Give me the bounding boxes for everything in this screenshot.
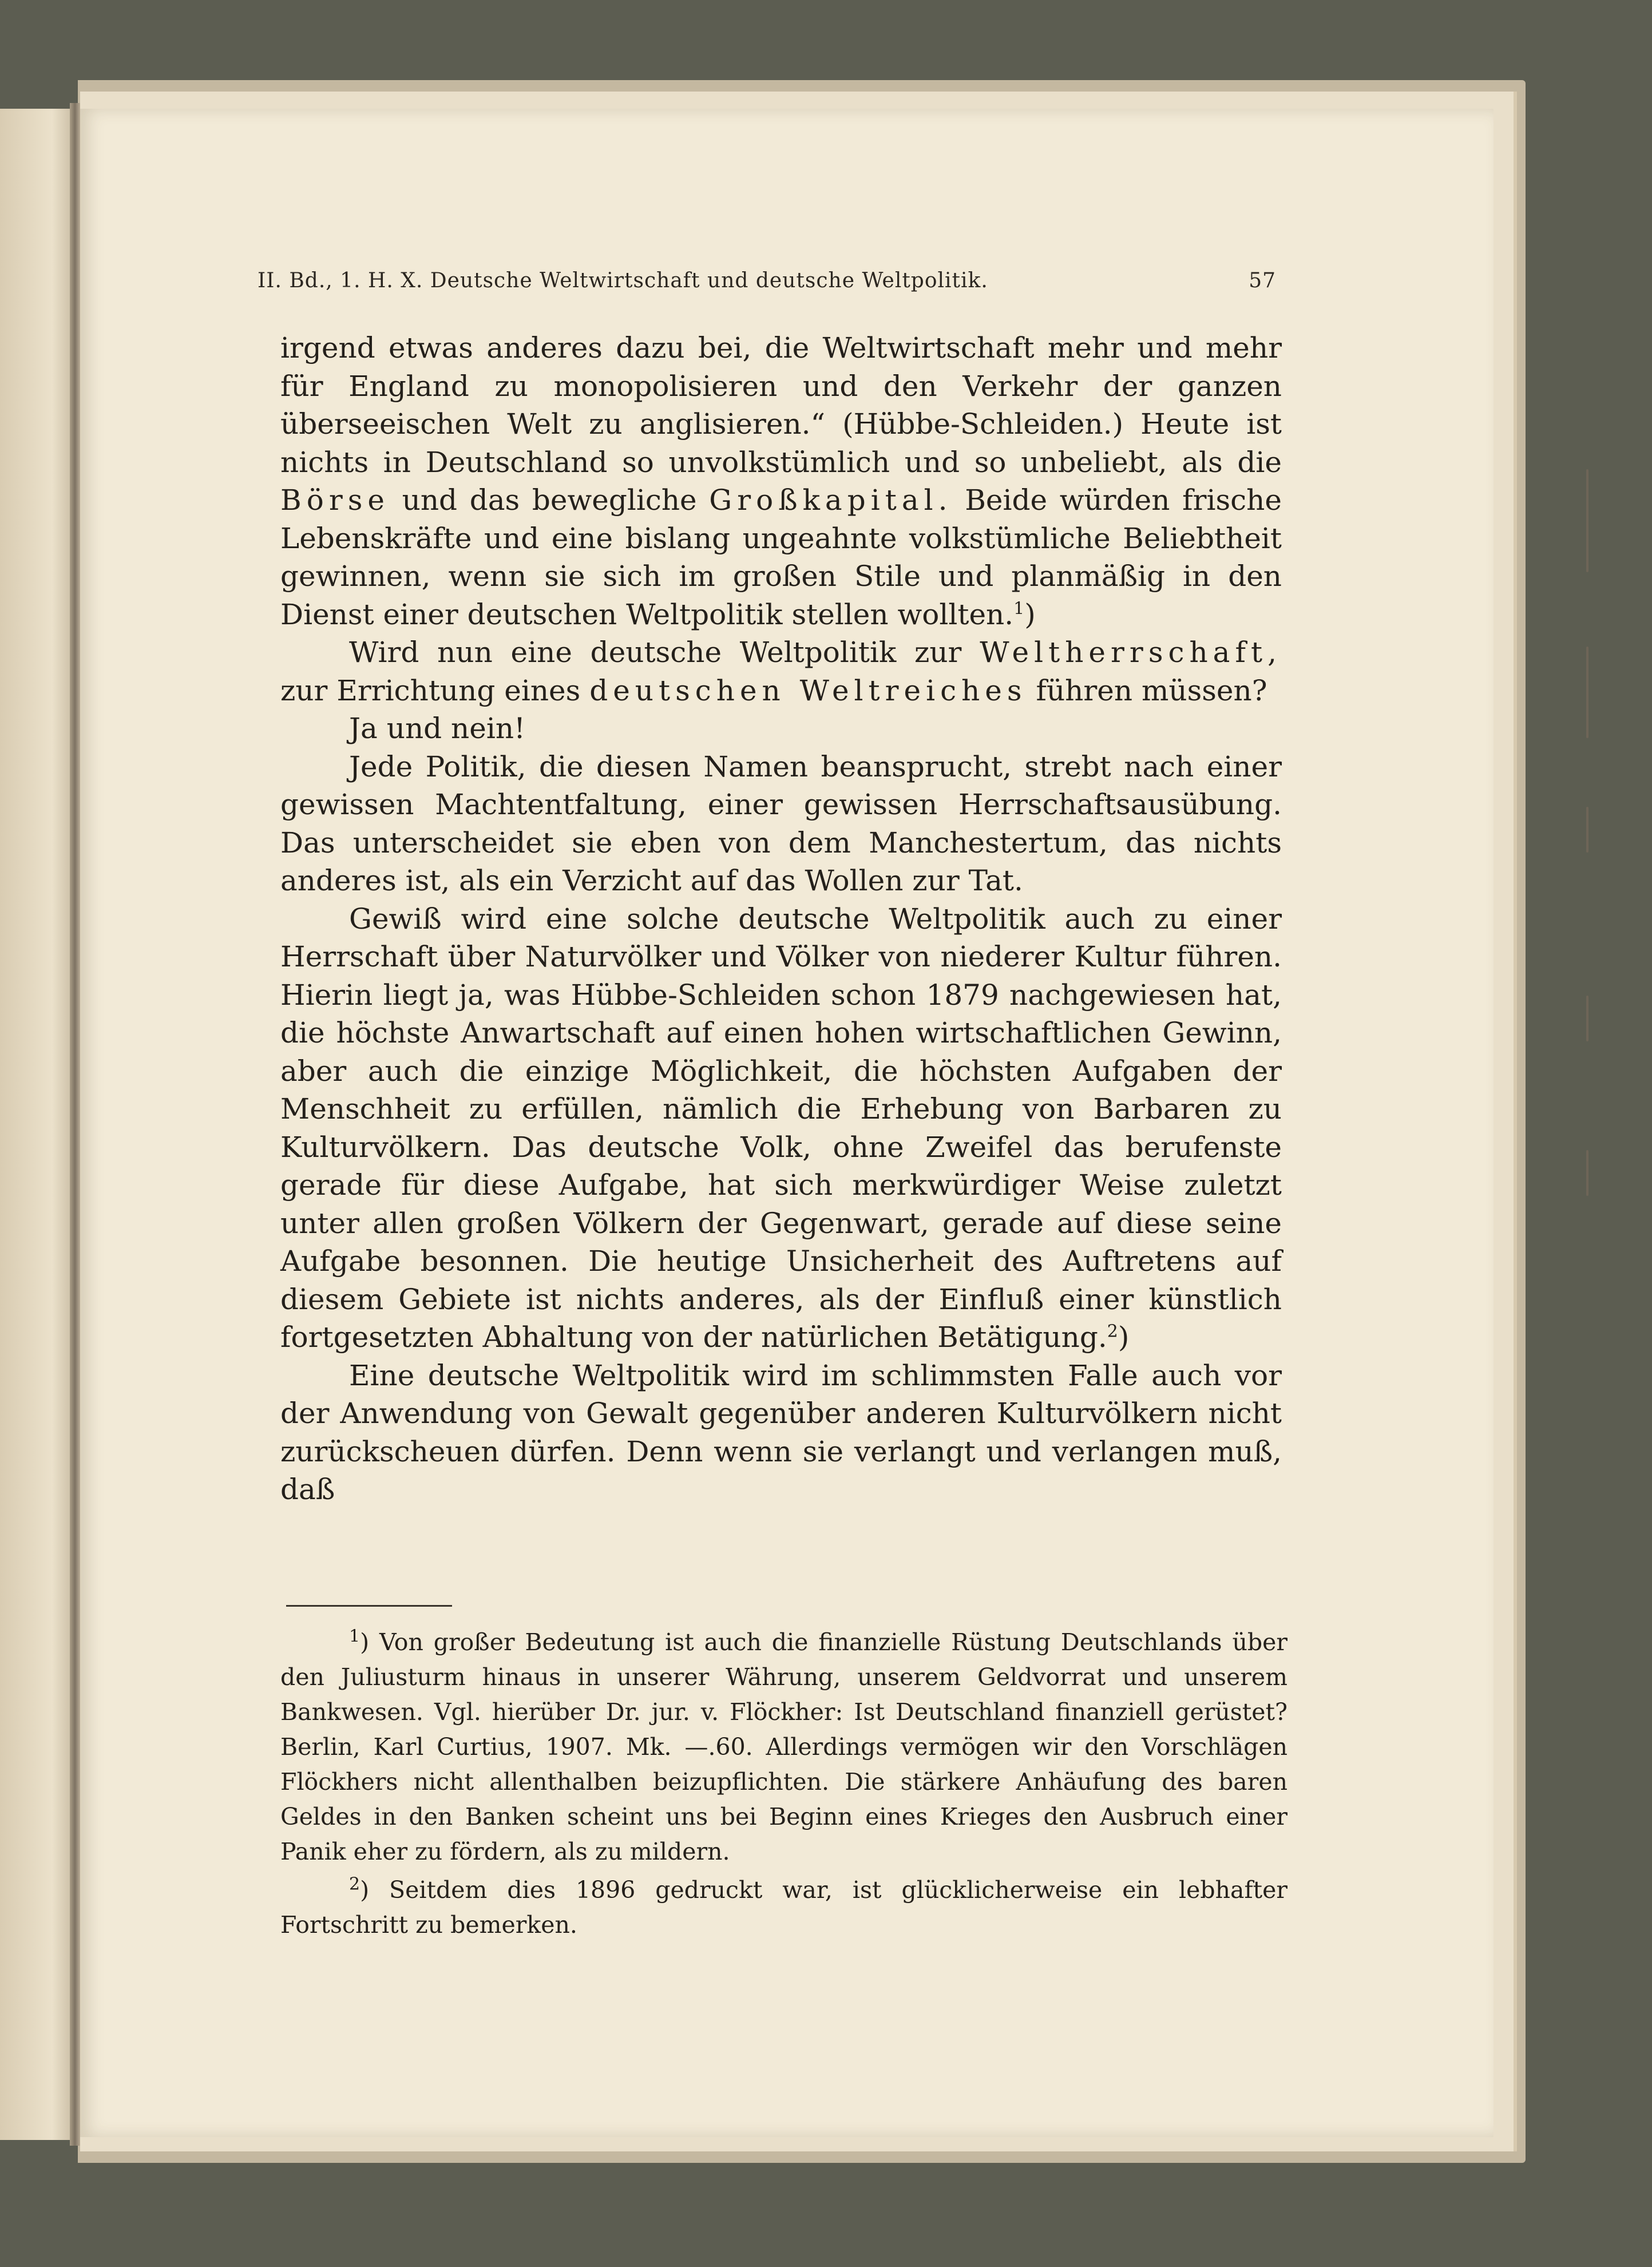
paragraph: Gewiß wird eine solche deutsche Weltpolitik auch zu einer Herrschaft über Naturvölker und Völker von niederer Kultur führen. Hierin liegt ja, was Hübbe-Schleiden schon 1879 nachgewiesen hat, die höchste Anwartschaft auf einen hohen wirtschaftlichen Gewinn, aber auch die einzige Möglichkeit, die höchsten Aufgaben der Menschheit zu erfüllen, nämlich die Erhebung von Barbaren zu Kulturvölkern. Das deutsche Volk, ohne Zweifel das berufenste gerade für diese Aufgabe, hat sich merkwürdiger Weise zuletzt unter allen großen Völkern der Gegenwart, gerade auf diese seine Aufgabe besonnen. Die heutige Unsicherheit des Auftretens auf diesem Gebiete ist nichts anderes, als der Einfluß einer künstlich fortgesetzten Abhaltung von der natürlichen Betätigung.$^2$) [280,902,1282,1354]
paragraph: Ja und nein! [349,712,526,745]
footnote-mark: 1 [349,1626,360,1647]
margin-mark [1586,996,1588,1041]
footnote-ref: 1 [1013,598,1025,619]
running-header [257,269,1276,303]
footnote: $^2$) Seitdem dies 1896 gedruckt war, ist glücklicherweise ein lebhafter Fortschritt zu bemerken. [280,1874,1287,1939]
footnote-ref: 2 [1107,1321,1118,1342]
paragraph: Jede Politik, die diesen Namen beansprucht, strebt nach einer gewissen Machtentfaltung, einer gewissen Herrschaftsausübung. Das unterscheidet sie eben von dem Manchestertum, das nichts anderes ist, als ein Verzicht auf das Wollen zur Tat. [280,750,1282,897]
emphasis: Weltherrschaft, [980,636,1282,669]
footnote: $^1$) Von großer Bedeutung ist auch die finanzielle Rüstung Deutschlands über den Juliusturm hinaus in unserer Währung, unserem Geldvorrat und unserem Bankwesen. Vgl. hierüber Dr. jur. v. Flöckher: Ist Deutschland finanziell gerüstet? Berlin, Karl Curtius, 1907. Mk. —.60. Allerdings vermögen wir den Vorschlägen Flöckhers nicht allenthalben beizupflichten. Die stärkere Anhäufung des baren Geldes in den Banken scheint uns bei Beginn eines Krieges den Ausbruch einer Panik eher zu fördern, als zu mildern. [280,1626,1287,1865]
left-page-edge [0,109,74,2140]
footnote-rule [286,1605,452,1607]
footnote-mark: 2 [349,1874,360,1895]
emphasis: Großkapital. [709,483,953,517]
main-text [280,329,1282,1509]
page-number: 57 [1249,269,1276,292]
emphasis: Börse [280,483,390,517]
margin-mark [1586,469,1588,572]
margin-mark [1586,647,1588,738]
margin-mark [1586,807,1588,853]
paragraph: Eine deutsche Weltpolitik wird im schlimmsten Falle auch vor der Anwendung von Gewalt gegenüber anderen Kulturvölkern nicht zurückscheuen dürfen. Denn wenn sie verlangt und verlangen muß, daß [280,1358,1282,1506]
emphasis: deutschen Weltreiches [589,673,1027,707]
margin-mark [1586,1150,1588,1196]
paragraph: irgend etwas anderes dazu bei, die Weltwirtschaft mehr und mehr für England zu monopolisieren und den Verkehr der ganzen überseeischen Welt zu anglisieren.“ (Hübbe-Schleiden.) Heute ist nichts in Deutschland so unvolkstümlich und so unbeliebt, als die Börse und das bewegliche Großkapital. Beide würden frische Lebenskräfte und eine bislang ungeahnte volkstümliche Beliebtheit gewinnen, wenn sie sich im großen Stile und planmäßig in den Dienst einer deutschen Weltpolitik stellen wollten.$^1$) [280,331,1282,631]
book-gutter [70,103,80,2146]
running-title: II. Bd., 1. H. X. Deutsche Weltwirtschaft und deutsche Weltpolitik. [257,269,988,292]
footnotes [280,1625,1287,1943]
paragraph: Wird nun eine deutsche Weltpolitik zur Weltherrschaft, zur Errichtung eines deutschen Weltreiches führen müssen? [280,636,1282,707]
